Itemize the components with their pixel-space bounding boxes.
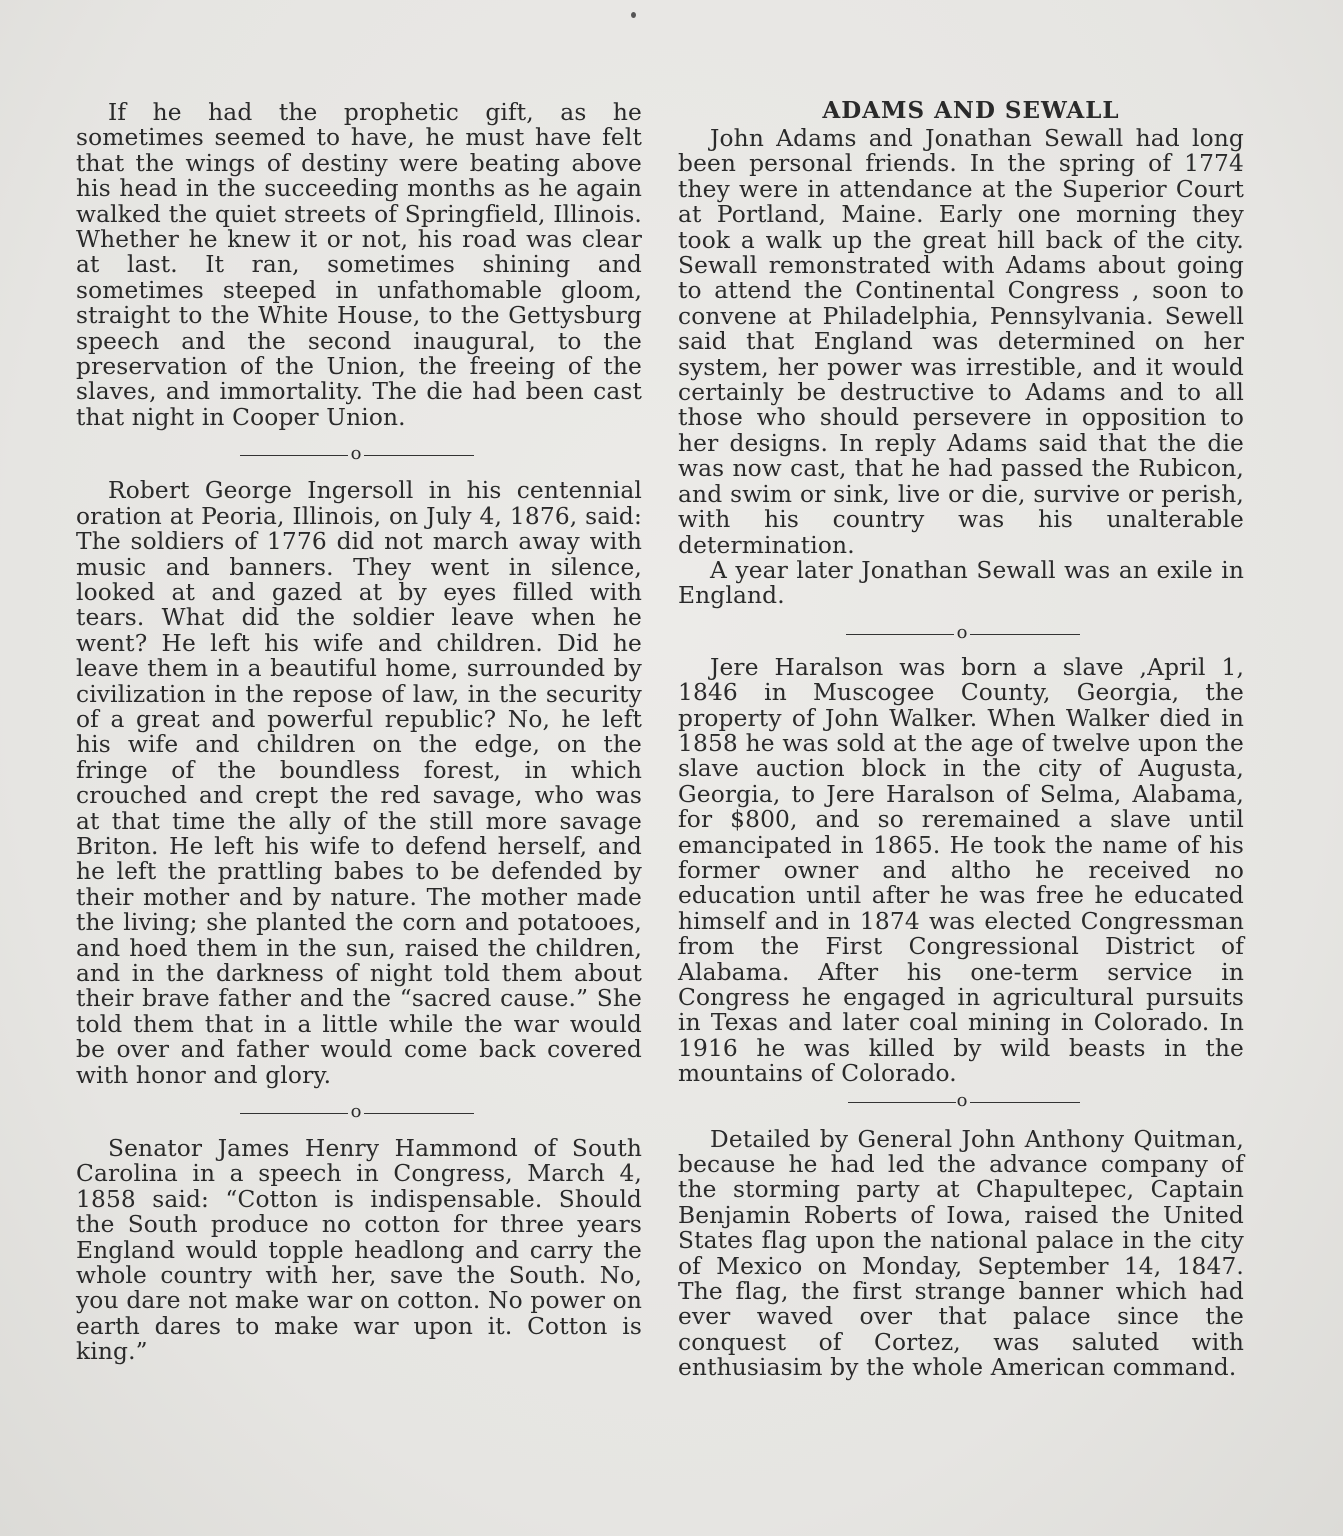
section-divider — [678, 623, 1244, 645]
section-divider — [76, 1102, 642, 1124]
divider-mark: o — [956, 621, 968, 643]
hammond-paragraph: Senator James Henry Hammond of South Carolina in a speech in Congress, March 4, 1858 said: “Cotton is indispensable. Should the South produce no cotton for three years England would topple headlong and carry the whole country with her, save the South. No, you dare not make war on cotton. No power on earth dares to make war upon it. Cotton is king.” — [76, 1135, 642, 1366]
sewall-exile-paragraph: A year later Jonathan Sewall was an exile in England. — [678, 556, 1244, 610]
divider-rule-right — [364, 1113, 474, 1114]
ink-speck — [631, 12, 636, 18]
left-column — [76, 96, 642, 1365]
divider-rule-left — [240, 1113, 348, 1114]
lincoln-paragraph: If he had the prophetic gift, as he sometimes seemed to have, he must have felt that the wings of destiny were beating above his head in the succeeding months as he again walked the quiet streets of Springfield, Illinois. Whether he knew it or not, his road was clear at last. It ran, sometimes shining and sometimes steeped in unfathomable gloom, straight to the White House, to the Gettysburg speech and the second inaugural, to the preservation of the Union, the freeing of the slaves, and immortality. The die had been cast that night in Cooper Union. — [76, 99, 642, 431]
ingersoll-paragraph: Robert George Ingersoll in his centennial oration at Peoria, Illinois, on July 4, 1876, said: The soldiers of 1776 did not march away with music and banners. They went in silence, looked at and gazed at by eyes filled with tears. What did the soldier leave when he went? He left his wife and children. Did he leave them in a beautiful home, surrounded by civilization in the repose of law, in the security of a great and powerful republic? No, he left his wife and children on the edge, on the fringe of the boundless forest, in which crouched and crept the red savage, who was at that time the ally of the still more savage Briton. He left his wife to defend herself, and he left the prattling babes to be defended by their mother and by nature. The mother made the living; she planted the corn and potatooes, and hoed them in the sun, raised the children, and in the darkness of night told them about their brave father and the “sacred cause.” She told them that in a little while the war would be over and father would come back covered with honor and glory. — [76, 477, 642, 1089]
section-heading: ADAMS AND SEWALL — [822, 97, 1120, 124]
section-divider — [76, 444, 642, 466]
divider-rule-left — [240, 455, 348, 456]
divider-mark: o — [350, 1101, 362, 1123]
divider-rule-right — [970, 1102, 1080, 1103]
divider-rule-right — [970, 634, 1080, 635]
chapultepec-paragraph: Detailed by General John Anthony Quitman, because he had led the advance company of the storming party at Chapultepec, Captain Benjamin Roberts of Iowa, raised the United States flag upon the national palace in the city of Mexico on Monday, September 14, 1847. The flag, the first strange banner which had ever waved over that palace since the conquest of Cortez, was saluted with enthusiasim by the whole American command. — [678, 1125, 1244, 1382]
divider-rule-left — [848, 1102, 956, 1103]
divider-rule-right — [364, 455, 474, 456]
section-divider — [678, 1091, 1244, 1113]
divider-mark: o — [350, 443, 362, 465]
divider-mark: o — [956, 1089, 968, 1111]
haralson-paragraph: Jere Haralson was born a slave ,April 1, 1846 in Muscogee County, Georgia, the property of John Walker. When Walker died in 1858 he was sold at the age of twelve upon the slave auction block in the city of Augusta, Georgia, to Jere Haralson of Selma, Alabama, for $800, and so reremained a slave until emancipated in 1865. He took the name of his former owner and altho he received no education until after he was free he educated himself and in 1874 was elected Congressman from the First Congressional District of Alabama. After his one-term service in Congress he engaged in agricultural pursuits in Texas and later coal mining in Colorado. In 1916 he was killed by wild beasts in the mountains of Colorado. — [678, 653, 1244, 1088]
right-column — [678, 96, 1244, 1381]
adams-sewall-paragraph: John Adams and Jonathan Sewall had long been personal friends. In the spring of 1774 they were in attendance at the Superior Court at Portland, Maine. Early one morning they took a walk up the great hill back of the city. Sewall remonstrated with Adams about going to attend the Continental Congress , soon to convene at Philadelphia, Pennsylvania. Sewell said that England was determined on her system, her power was irrestible, and it would certainly be destructive to Adams and to all those who should persevere in opposition to her designs. In reply Adams said that the die was now cast, that he had passed the Rubicon, and swim or sink, live or die, survive or perish, with his country was his unalterable determination. — [678, 125, 1244, 559]
divider-rule-left — [846, 634, 954, 635]
